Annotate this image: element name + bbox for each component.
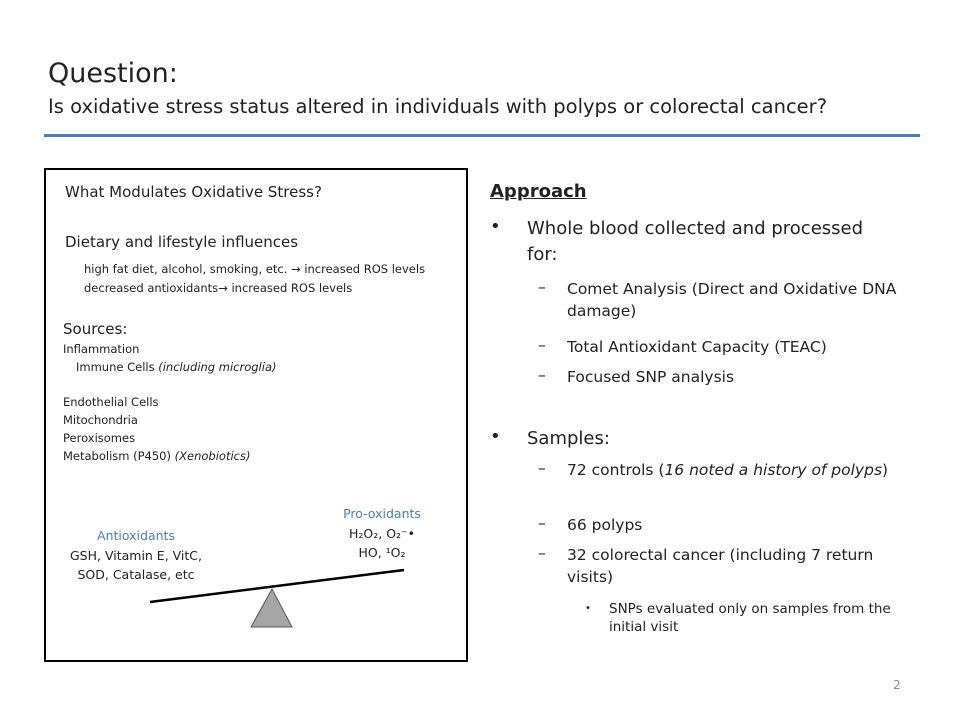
source-metabolism: Metabolism (P450) (Xenobiotics) bbox=[63, 449, 251, 463]
slide-title: Question: bbox=[48, 58, 178, 89]
dietary-heading: Dietary and lifestyle influences bbox=[65, 233, 299, 251]
balance-scale-diagram bbox=[46, 170, 466, 660]
source-peroxisomes: Peroxisomes bbox=[63, 431, 136, 445]
source-mitochondria: Mitochondria bbox=[63, 413, 138, 427]
dash-icon: – bbox=[538, 336, 546, 354]
dietary-line-2: decreased antioxidants→ increased ROS levels bbox=[84, 281, 353, 295]
arrow-right-icon: → bbox=[291, 262, 301, 276]
dash-icon: – bbox=[538, 366, 546, 384]
antioxidants-label: Antioxidants bbox=[97, 528, 175, 543]
arrow-right-icon: → bbox=[218, 281, 228, 295]
slide-subtitle: Is oxidative stress status altered in individuals with polyps or colorectal cancer? bbox=[48, 95, 828, 118]
pro-oxidants-label: Pro-oxidants bbox=[343, 506, 421, 521]
source-endothelial: Endothelial Cells bbox=[63, 395, 159, 409]
dash-icon: – bbox=[538, 544, 546, 562]
approach-heading: Approach bbox=[490, 181, 587, 202]
dash-icon: – bbox=[538, 278, 546, 296]
dash-icon: – bbox=[538, 459, 546, 477]
scale-fulcrum-icon bbox=[251, 589, 292, 627]
title-divider bbox=[44, 134, 920, 137]
source-immune-cells: Immune Cells (including microglia) bbox=[76, 360, 277, 374]
dietary-line-1: high fat diet, alcohol, smoking, etc. → increased ROS levels bbox=[84, 262, 426, 276]
source-inflammation: Inflammation bbox=[63, 342, 140, 356]
bullet-icon: • bbox=[490, 216, 501, 237]
pro-oxidants-line-2: HO, ¹O₂ bbox=[358, 545, 406, 560]
bullet-icon: • bbox=[585, 603, 591, 614]
page-number: 2 bbox=[893, 678, 901, 692]
oxidative-stress-box bbox=[44, 168, 468, 662]
antioxidants-line-2: SOD, Catalase, etc bbox=[77, 567, 195, 582]
pro-oxidants-line-1: H₂O₂, O₂⁻• bbox=[348, 526, 416, 541]
antioxidants-line-1: GSH, Vitamin E, VitC, bbox=[69, 548, 203, 563]
box-heading: What Modulates Oxidative Stress? bbox=[65, 183, 322, 201]
dash-icon: – bbox=[538, 514, 546, 532]
sources-heading: Sources: bbox=[63, 320, 128, 338]
bullet-icon: • bbox=[490, 426, 501, 447]
